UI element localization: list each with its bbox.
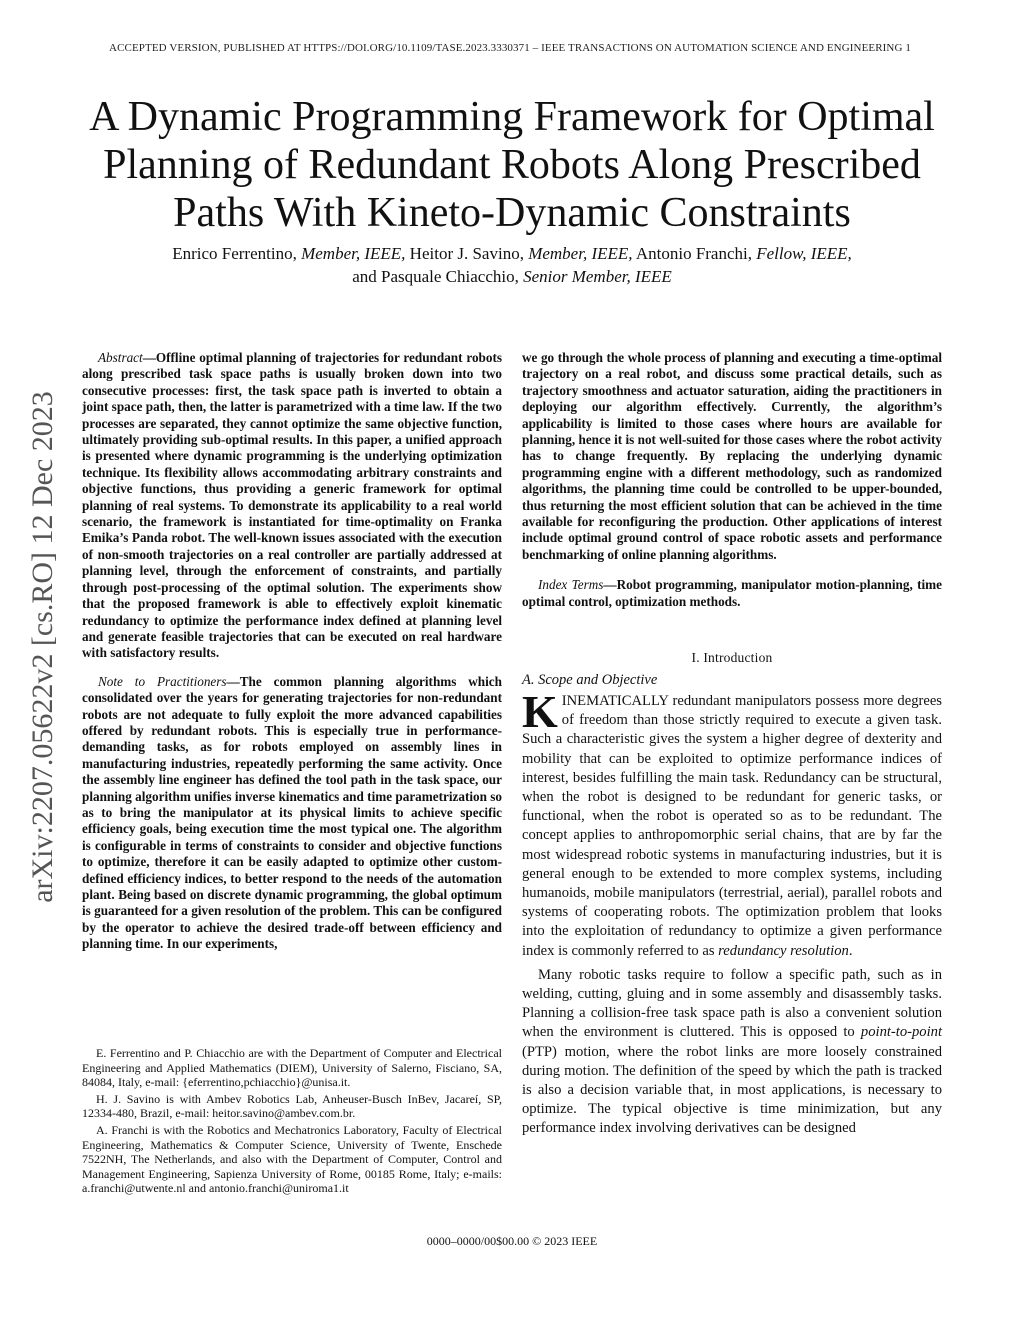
note-label: Note to Practitioners <box>98 673 227 689</box>
note-continuation: we go through the whole process of planning and executing a time-optimal trajectory on a real robot, and discuss some practical details, such as trajectory smoothness and actuator saturation, aiding the practitioners in deploying our algorithm effectively. Currently, the algorithm’s applicability is limited to those cases where hours are available for planning, hence it is not well-suited for those cases where the robot activity has to change frequently. By replacing the underlying dynamic programming engine with a different methodology, such as randomized algorithms, the planning time could be controlled to be upper-bounded, thus returning the most efficient solution that can be achieved in the time available for reconfiguring the production. Other applications of interest include optimal ground control of space robotic assets and performance benchmarking of online planning algorithms. <box>522 350 942 562</box>
emphasis-term: point-to-point <box>860 1024 942 1041</box>
copyright-footer: 0000–0000/00$00.00 © 2023 IEEE <box>426 1234 598 1248</box>
arxiv-stamp: arXiv:2207.05622v2 [cs.RO] 12 Dec 2023 <box>26 391 59 903</box>
paragraph-text: Many robotic tasks require to follow a specific path, such as in welding, cutting, gluing and in some assembly and disassembly tasks. Planning a collision-free task space path is also a convenient solution when the environment is cluttered. This is opposed to <box>522 966 942 1041</box>
author-list <box>70 242 954 288</box>
index-terms-text: —Robot programming, manipulator motion-planning, time optimal control, optimization methods. <box>522 577 942 609</box>
author-role: Senior Member, IEEE <box>523 267 672 286</box>
footnote: A. Franchi is with the Robotics and Mechatronics Laboratory, Faculty of Electrical Engineering, Mathematics & Computer Science, University of Twente, Enschede 7522NH, The Netherlands, and also with the Department of Computer, Control and Management Engineering, Sapienza University of Rome, 00185 Rome, Italy; e-mails: a.franchi@utwente.nl and antonio.franchi@uniroma1.it <box>82 1122 502 1196</box>
intro-paragraph-2 <box>522 966 942 1139</box>
author-name: and Pasquale Chiacchio, <box>352 267 519 286</box>
note-text: —The common planning algorithms which consolidated over the years for generating trajectories for non-redundant robots are not adequate to fully exploit the more advanced capabilities offered by redundant robots. This is especially true in performance-demanding tasks, as for robots employed on assembly lines in manufacturing industries, repeatedly performing the same activity. Once the assembly line engineer has defined the tool path in the task space, our planning algorithm unifies inverse kinematics and time parametrization so as to bring the manipulator at its physical limits to achieve specific efficiency goals, being execution time the most typical one. The algorithm is configurable in terms of constraints to consider and objective functions to optimize, therefore it can be easily adapted to optimize other custom-defined efficiency indices, to better respond to the needs of the automation plant. Being based on discrete dynamic programming, the global optimum is guaranteed for a given resolution of the problem. This can be configured by the operator to achieve the desired trade-off between efficiency and planning time. In our experiments, <box>82 673 502 952</box>
footnote: E. Ferrentino and P. Chiacchio are with the Department of Computer and Electrical Engineering and Applied Mathematics (DIEM), University of Salerno, Fisciano, SA, 84084, Italy, e-mail: {eferrentino,pchiacchio}@unisa.it. <box>82 1046 502 1090</box>
abstract-label: Abstract <box>98 350 143 365</box>
emphasis-term: redundancy resolution <box>718 942 849 959</box>
section-heading: I. Introduction <box>691 650 773 666</box>
author-name: Heitor J. Savino, <box>409 244 524 263</box>
title-line-1: A Dynamic Programming Framework for Optimal <box>89 94 935 140</box>
drop-cap: K <box>522 685 558 737</box>
author-role: Member, IEEE, <box>528 244 633 263</box>
running-header: ACCEPTED VERSION, PUBLISHED AT HTTPS://DOI.ORG/10.1109/TASE.2023.3330371 – IEEE TRANSACTIONS ON AUTOMATION SCIENCE AND ENGINEERING 1 <box>109 42 911 54</box>
index-terms-label: Index Terms <box>538 577 604 593</box>
affiliation-footnotes <box>82 1046 502 1198</box>
right-column <box>522 350 942 1139</box>
paragraph-text: . <box>848 942 853 959</box>
subsection-heading: A. Scope and Objective <box>522 671 658 688</box>
title-line-2: Planning of Redundant Robots Along Prescribed <box>103 142 921 188</box>
intro-paragraph-1 <box>522 685 942 961</box>
author-role: Fellow, IEEE, <box>756 244 852 263</box>
author-name: Enrico Ferrentino, <box>172 244 297 263</box>
left-column <box>82 350 502 953</box>
abstract-text: —Offline optimal planning of trajectories for redundant robots along prescribed task space paths is usually broken down into two consecutive processes: first, the task space path is inverted to obtain a joint space path, then, the latter is parametrized with a time law. If the two processes are separated, they cannot optimize the same objective function, ultimately providing sub-optimal results. In this paper, a unified approach is presented where dynamic programming is the underlying optimization technique. Its flexibility allows accommodating arbitrary constraints and objective functions, thus providing a generic framework for optimal planning of real systems. To demonstrate its applicability to a real world scenario, the framework is instantiated for time-optimality on Franka Emika’s Panda robot. The well-known issues associated with the execution of non-smooth trajectories on a real controller are partially addressed at planning level, through the enforcement of constraints, and partially through post-processing of the optimal solution. The experiments show that the proposed framework is able to effectively exploit kinematic redundancy to optimize the performance index defined at planning level and generate feasible trajectories that can be executed on real hardware with satisfactory results. <box>82 350 502 661</box>
author-name: Antonio Franchi, <box>635 244 752 263</box>
abstract <box>82 350 502 662</box>
title-line-3: Paths With Kineto-Dynamic Constraints <box>173 190 851 236</box>
paragraph-text: (PTP) motion, where the robot links are more loosely constrained during motion. The definition of the speed by which the path is tracked is also a decision variable that, in most applications, is necessary to optimize. The typical objective is time minimization, but any performance index involving derivatives can be designed <box>522 1043 942 1137</box>
paper-title <box>70 93 954 237</box>
paragraph-text: INEMATICALLY redundant manipulators possess more degrees of freedom than those strictly required to execute a given task. Such a characteristic gives the system a higher degree of dexterity and mobility that can be exploited to optimize performance indices of interest, besides fulfilling the main task. Redundancy can be structural, when the robot is designed to be redundant for generic tasks, or functional, when the robot is operated so as to be redundant. The concept applies to anthropomorphic serial chains, that are by far the most widespread robotic systems in manufacturing industries, but it is general enough to be extended to more complex systems, including humanoids, mobile manipulators (terrestrial, aerial), parallel robots and systems of cooperating robots. The optimization problem that looks into the exploitation of redundancy to optimize a given performance index is commonly referred to as <box>522 692 942 959</box>
author-role: Member, IEEE, <box>301 244 406 263</box>
footnote: H. J. Savino is with Ambev Robotics Lab, Anheuser-Busch InBev, Jacareí, SP, 12334-480, Brazil, e-mail: heitor.savino@ambev.com.br. <box>82 1091 502 1121</box>
note-to-practitioners <box>82 674 502 953</box>
index-terms <box>522 577 942 610</box>
